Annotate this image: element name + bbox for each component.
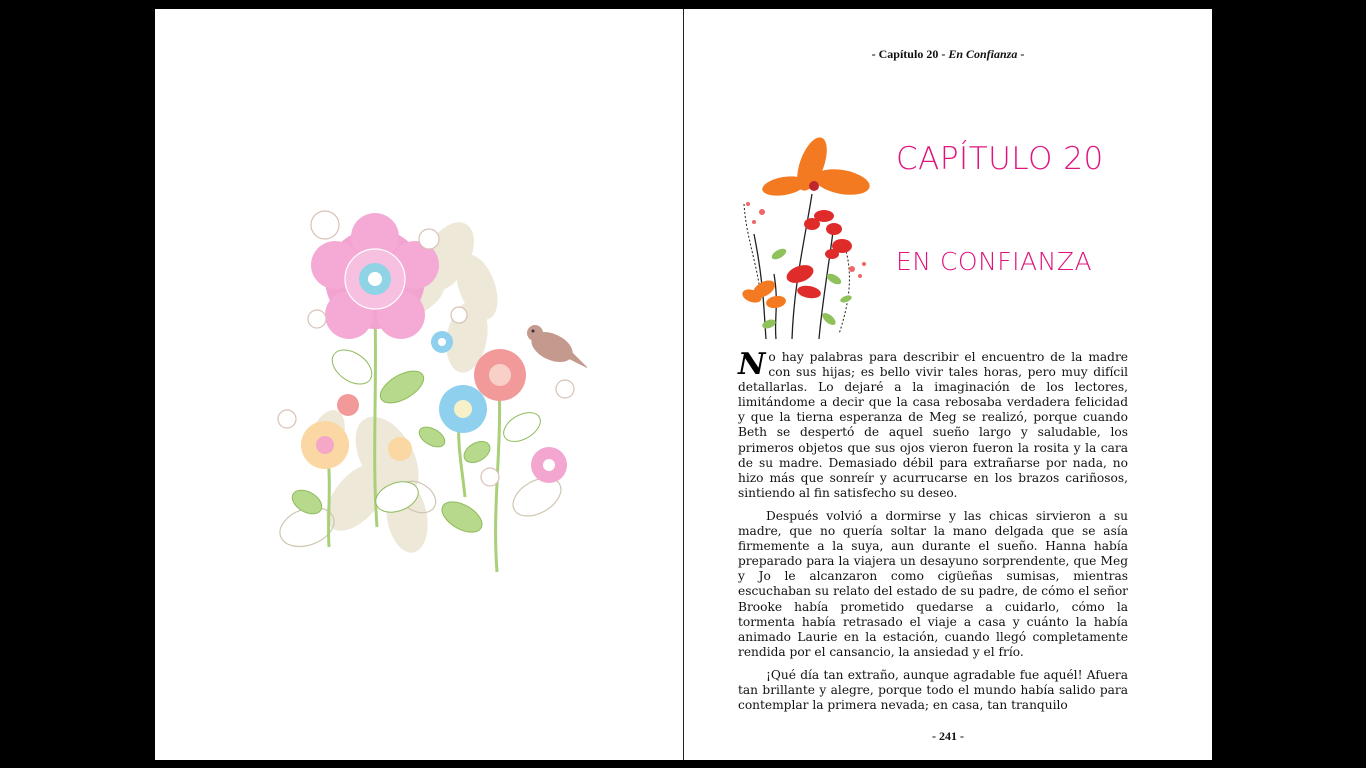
floral-bird-illustration: [267, 197, 587, 577]
paragraph-2: Después volvió a dormirse y las chicas sirvieron a su madre, que no quería soltar la mano delgada que se asía firmemente a la suya, aun durante el sueño. Hanna había preparado para la viajera un desayuno sorprendente, que Meg y Jo le alcanzaron como cigüeñas sumisas, mientras escuchaban su relato del estado de su padre, de cómo el señor Brooke había prometido quedarse a cuidarlo, cómo la tormenta había retrasado el viaje a casa y cuánto la había animado Laurie en la estación, cuando llegó completamente rendida por el cansancio, la ansiedad y el frío.: [738, 508, 1128, 659]
body-text: [738, 347, 1128, 721]
red-flowers-illustration: [734, 134, 874, 344]
right-page: [684, 9, 1212, 760]
left-page: [155, 9, 683, 760]
dropcap: N: [738, 347, 766, 382]
header-title: En Confianza: [948, 47, 1018, 61]
header-prefix: - Capítulo 20 -: [871, 47, 949, 61]
header-suffix: -: [1017, 47, 1025, 61]
chapter-subtitle: EN CONFIANZA: [896, 247, 1093, 276]
page-number: - 241 -: [932, 729, 964, 743]
paragraph-1-text: o hay palabras para describir el encuentro de la madre con sus hijas; es bello vivir tales horas, pero muy difícil detallarlas. Lo dejaré a la imaginación de los lectores, limitándome a decir que la casa rebosaba verdadera felicidad y que la tierna esperanza de Meg se realizó, porque cuando Beth se despertó de aquel sueño largo y saludable, los primeros objetos que sus ojos vieron fueron la rosita y la cara de su madre. Demasiado débil para extrañarse por nada, no hizo más que sonreír y acurrucarse en los brazos cariñosos, sintiendo al fin satisfecho su deseo.: [738, 350, 1128, 500]
running-header: [684, 47, 1212, 62]
chapter-title: CAPÍTULO 20: [896, 141, 1104, 177]
paragraph-1: [738, 347, 1128, 501]
paragraph-3: ¡Qué día tan extraño, aunque agradable fue aquél! Afuera tan brillante y alegre, porque todo el mundo había salido para contemplar la primera nevada; en casa, tan tranquilo: [738, 667, 1128, 713]
